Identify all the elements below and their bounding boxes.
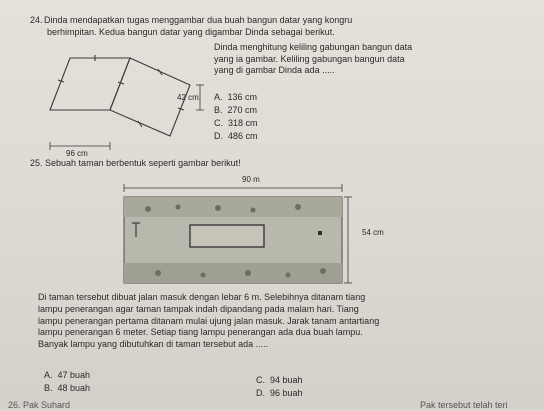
- q25-heading: 25. Sebuah taman berbentuk seperti gambar berikut!: [30, 158, 241, 168]
- q24-intro-line2: berhimpitan. Kedua bangun datar yang digambar Dinda sebagai berikut.: [47, 27, 335, 37]
- q25-park-figure: [118, 183, 358, 288]
- q24-stem-line: yang ia gambar. Keliling gabungan bangun data: [214, 53, 405, 64]
- q24-option-a[interactable]: A. 136 cm: [214, 92, 258, 102]
- q25-central-garden: [190, 225, 264, 247]
- q25-paragraph: [38, 292, 538, 351]
- q25-option-a[interactable]: A. 47 buah: [44, 370, 91, 380]
- q25-paragraph-line: lampu penerangan agar taman tampak indah dipandang pada malam hari. Tiang: [38, 303, 359, 314]
- q25-option-b[interactable]: B. 48 buah: [44, 383, 91, 393]
- q25-paragraph-line: Banyak lampu yang dibutuhkan di taman tersebut ada .....: [38, 339, 269, 350]
- q24-number: 24.: [30, 15, 43, 25]
- q26-fragment-left: 26. Pak Suhard: [8, 400, 71, 410]
- q24-option-b[interactable]: B. 270 cm: [214, 105, 258, 115]
- q25-entrance-marker: [318, 231, 322, 235]
- q25-height-label: 54 cm: [362, 228, 384, 237]
- q25-paragraph-line: lampu penerangan pertama ditanam mulai ujung jalan masuk. Jarak tanam antartiang: [38, 315, 380, 326]
- q24-upper-parallelogram: [50, 58, 130, 110]
- q25-paragraph-line: Di taman tersebut dibuat jalan masuk dengan lebar 6 m. Selebihnya ditanam tiang: [38, 292, 366, 302]
- q24-option-c[interactable]: C. 318 cm: [214, 118, 258, 128]
- q24-figure-parallelograms: [30, 40, 230, 160]
- q24-stem-line: Dinda menghitung keliling gabungan bangun data: [214, 42, 413, 52]
- q24-stem-line: yang di gambar Dinda ada .....: [214, 65, 335, 75]
- q25-option-c[interactable]: C. 94 buah: [256, 375, 303, 385]
- q25-option-d[interactable]: D. 96 buah: [256, 388, 303, 398]
- q24-option-d[interactable]: D. 486 cm: [214, 131, 258, 141]
- q24-stem: [214, 42, 544, 77]
- q25-paragraph-line: lampu penerangan 6 meter. Setiap tiang lampu penerangan ada dua buah lampu.: [38, 327, 363, 338]
- q24-base-label: 96 cm: [66, 149, 88, 158]
- q26-fragment-right: Pak tersebut telah teri: [420, 400, 508, 410]
- q25-width-label: 90 m: [242, 175, 260, 184]
- q24-side-label: 42 cm: [177, 93, 199, 102]
- q24-intro-line1: Dinda mendapatkan tugas menggambar dua buah bangun datar yang kongru: [44, 15, 353, 25]
